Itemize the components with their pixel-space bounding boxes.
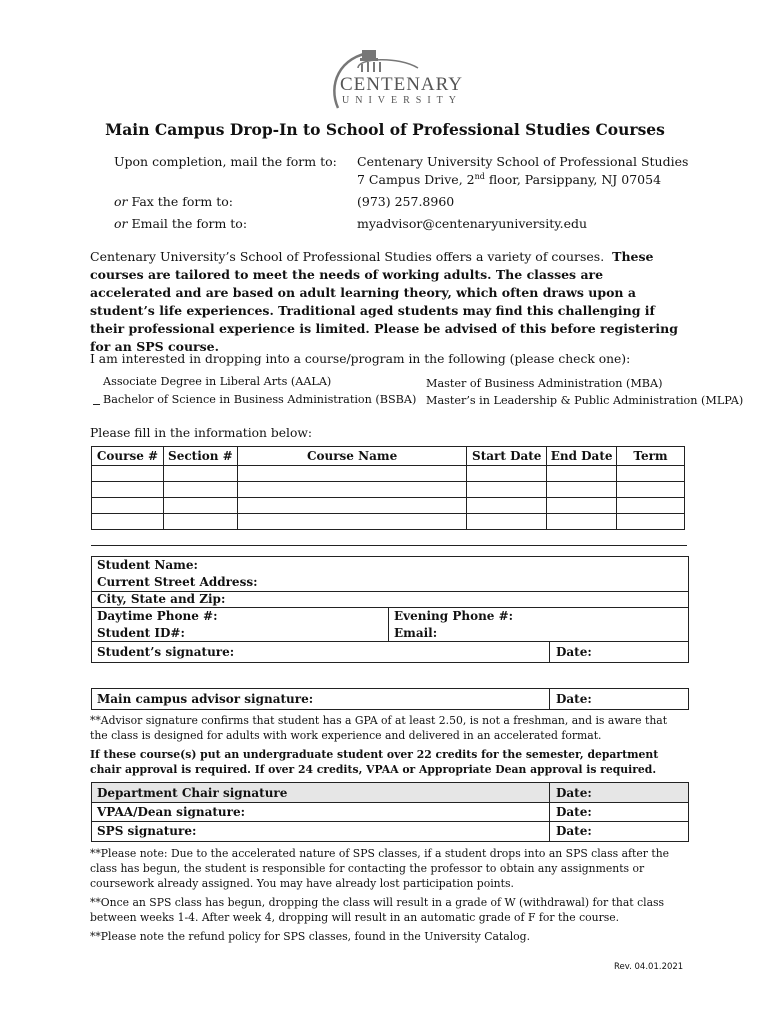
- student-date-label[interactable]: Date:: [556, 645, 592, 659]
- course-table: [91, 446, 685, 530]
- header-term: Term: [617, 447, 685, 466]
- column-divider: [549, 783, 550, 841]
- header-section-number: Section #: [163, 447, 237, 466]
- logo-name: CENTENARY: [340, 74, 463, 95]
- chair-date-label[interactable]: Date:: [556, 786, 592, 800]
- department-chair-signature-label[interactable]: Department Chair signature: [97, 786, 288, 800]
- header-course-number: Course #: [92, 447, 164, 466]
- page-title: Main Campus Drop-In to School of Professional Studies Courses: [105, 120, 665, 139]
- header-end-date: End Date: [547, 447, 617, 466]
- refund-policy-note: **Please note the refund policy for SPS classes, found in the University Catalog.: [90, 930, 531, 943]
- mail-address-line1: Centenary University School of Professional Studies: [357, 154, 689, 169]
- advisor-note: **Advisor signature confirms that student has a GPA of at least 2.50, is not a freshman, and is aware that the class is designed for adults with work experience and delivered in an accelerated format.: [90, 714, 668, 742]
- program-option-aala[interactable]: Associate Degree in Liberal Arts (AALA): [103, 375, 332, 388]
- sps-date-label[interactable]: Date:: [556, 824, 592, 838]
- student-signature-label[interactable]: Student’s signature:: [97, 645, 235, 659]
- row-divider: [92, 802, 688, 803]
- table-row[interactable]: [92, 482, 685, 498]
- student-id-label[interactable]: Student ID#:: [97, 626, 185, 640]
- column-divider: [549, 689, 550, 709]
- street-address-label[interactable]: Current Street Address:: [97, 575, 258, 589]
- interest-prompt: I am interested in dropping into a course/program in the following (please check one):: [90, 352, 631, 366]
- program-option-mba[interactable]: Master of Business Administration (MBA): [426, 377, 663, 390]
- fax-label: or Fax the form to:: [114, 194, 233, 209]
- evening-phone-label[interactable]: Evening Phone #:: [394, 609, 514, 623]
- program-option-bsba[interactable]: Bachelor of Science in Business Administration (BSBA): [103, 393, 417, 406]
- column-divider: [549, 641, 550, 662]
- daytime-phone-label[interactable]: Daytime Phone #:: [97, 609, 218, 623]
- email-value[interactable]: myadvisor@centenaryuniversity.edu: [357, 216, 588, 231]
- advisor-box: [91, 688, 689, 710]
- section-divider: [91, 545, 687, 546]
- student-info-box: [91, 556, 689, 663]
- header-start-date: Start Date: [467, 447, 547, 466]
- revision-date: Rev. 04.01.2021: [614, 962, 684, 972]
- fill-prompt: Please fill in the information below:: [90, 426, 313, 440]
- fax-value: (973) 257.8960: [357, 194, 455, 209]
- header-course-name: Course Name: [237, 447, 466, 466]
- email-label: or Email the form to:: [114, 216, 248, 231]
- row-divider: [92, 641, 688, 642]
- withdrawal-note: **Once an SPS class has begun, dropping the class will result in a grade of W (withdrawal) for that class between weeks 1-4. After week 4, dropping will result in an automatic grade of F for the course.: [90, 896, 665, 924]
- city-state-zip-label[interactable]: City, State and Zip:: [97, 592, 226, 606]
- mail-label: Upon completion, mail the form to:: [114, 154, 337, 169]
- row-divider: [92, 821, 688, 822]
- column-divider: [388, 607, 389, 641]
- program-option-mlpa[interactable]: Master’s in Leadership & Public Administration (MLPA): [426, 394, 744, 407]
- row-divider: [92, 607, 688, 608]
- table-row[interactable]: [92, 514, 685, 530]
- table-row[interactable]: [92, 466, 685, 482]
- advisor-signature-label[interactable]: Main campus advisor signature:: [97, 692, 314, 706]
- intro-paragraph: Centenary University’s School of Professional Studies offers a variety of courses. These courses are tailored to meet the needs of working adults. The classes are accelerated and are based on adult learning theory, which often draws upon a student’s life experiences. Traditional aged students may find this challenging if their professional experience is limited. Please be advised of this before registering for an SPS course.: [90, 249, 678, 354]
- drop-in-note: **Please note: Due to the accelerated nature of SPS classes, if a student drops into an SPS class after the class has begun, the student is responsible for contacting the professor to obtain any assignments or coursework already assigned. You may have already lost participation points.: [90, 847, 670, 890]
- advisor-date-label[interactable]: Date:: [556, 692, 592, 706]
- student-name-label[interactable]: Student Name:: [97, 558, 198, 572]
- program-checkbox-bsba[interactable]: [93, 404, 100, 405]
- approval-note: If these course(s) put an undergraduate student over 22 credits for the semester, department chair approval is required. If over 24 credits, VPAA or Appropriate Dean approval is required.: [90, 748, 659, 776]
- approvals-box: [91, 782, 689, 842]
- logo-subtitle: UNIVERSITY: [342, 95, 462, 106]
- vpaa-date-label[interactable]: Date:: [556, 805, 592, 819]
- mail-address-line2: 7 Campus Drive, 2nd floor, Parsippany, NJ 07054: [357, 172, 662, 188]
- email-field-label[interactable]: Email:: [394, 626, 438, 640]
- sps-signature-label[interactable]: SPS signature:: [97, 824, 197, 838]
- vpaa-signature-label[interactable]: VPAA/Dean signature:: [97, 805, 246, 819]
- course-table-header: [92, 447, 685, 466]
- table-row[interactable]: [92, 498, 685, 514]
